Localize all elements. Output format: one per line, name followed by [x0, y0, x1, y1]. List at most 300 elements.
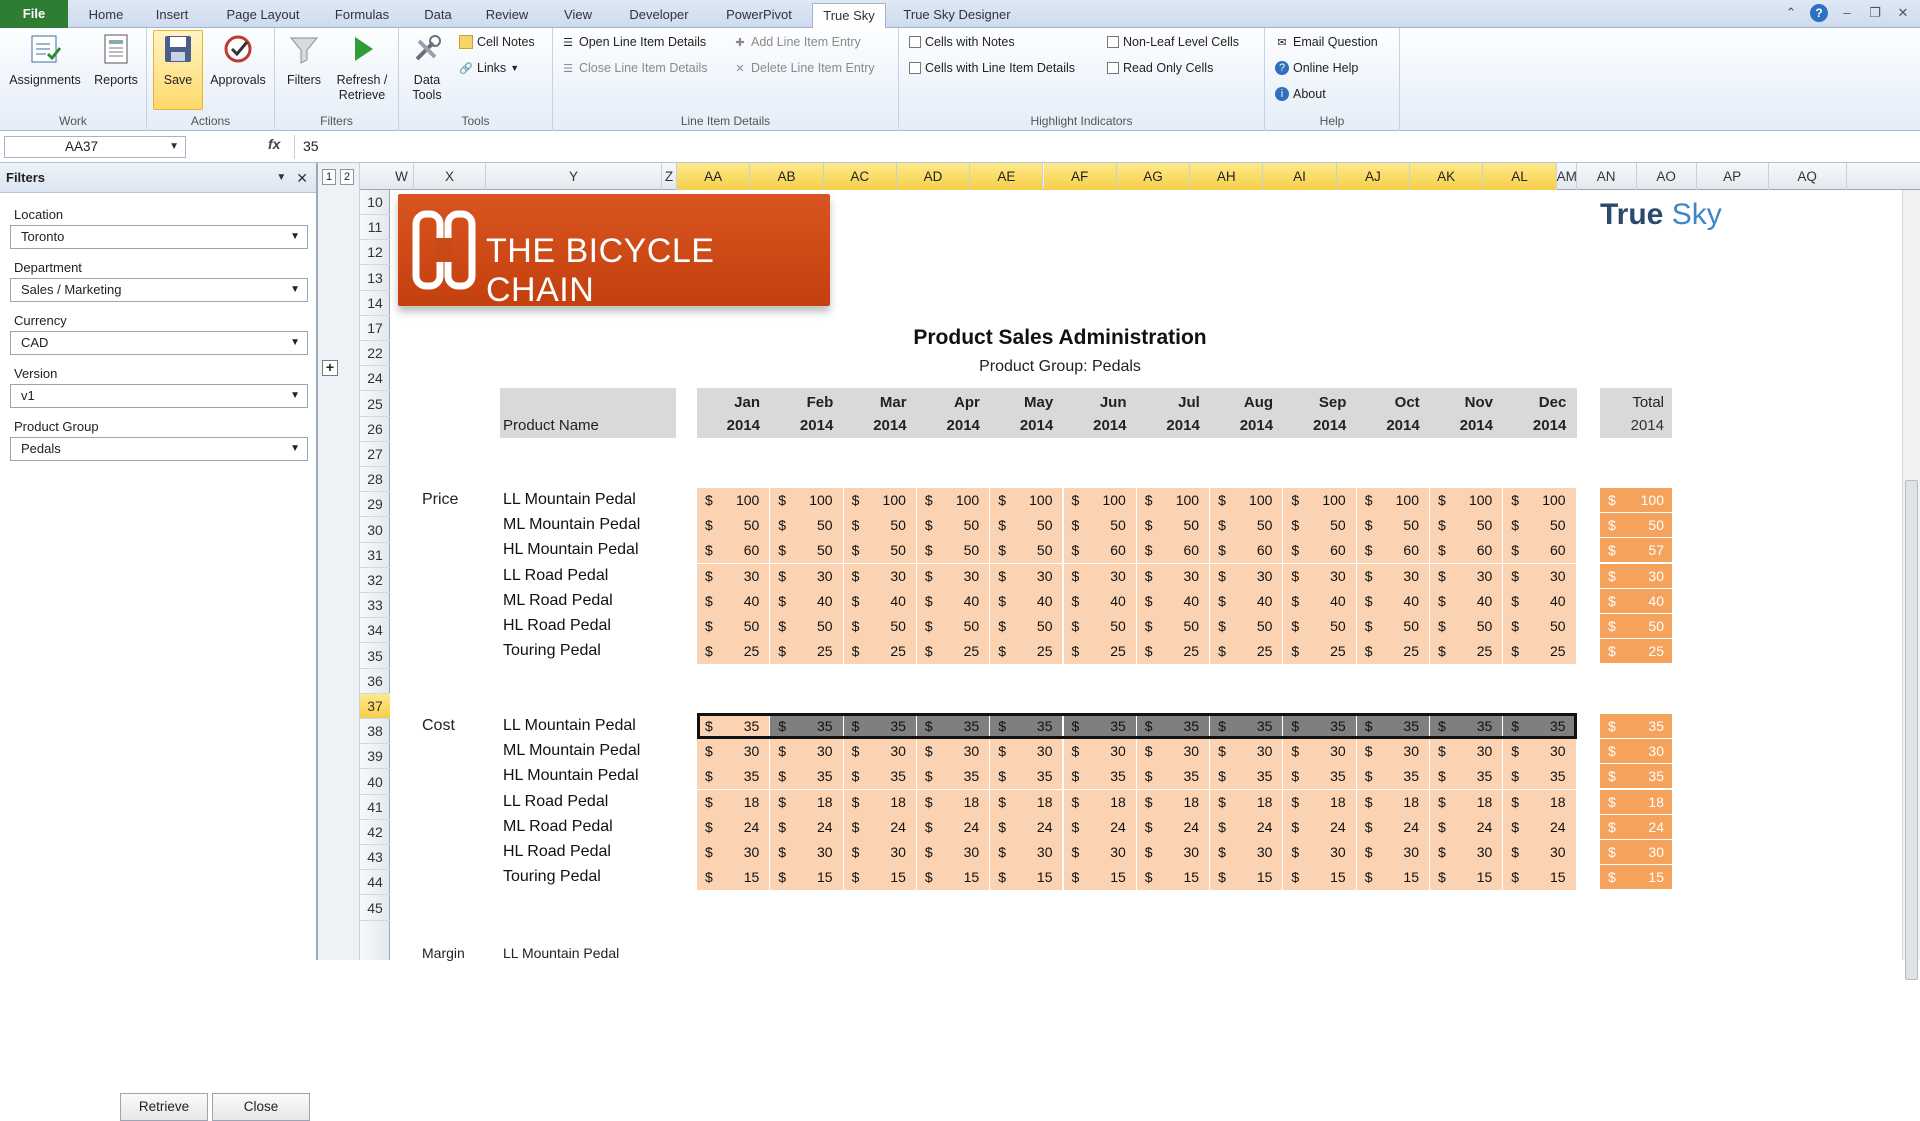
value-cell[interactable] [697, 639, 770, 664]
value-cell[interactable] [1137, 513, 1210, 538]
value-cell[interactable] [844, 840, 917, 865]
cell-value: 18 [1403, 793, 1419, 810]
value-cell[interactable] [917, 513, 990, 538]
column-header[interactable]: AK [1410, 163, 1483, 190]
column-header[interactable]: AC [824, 163, 897, 190]
value-cell[interactable] [844, 639, 917, 664]
value-cell[interactable] [917, 639, 990, 664]
value-cell[interactable] [1137, 639, 1210, 664]
value-cell[interactable] [1357, 790, 1430, 815]
non-leaf-checkbox[interactable] [1107, 32, 1239, 52]
add-line-item-button[interactable] [733, 32, 861, 52]
value-cell[interactable] [990, 840, 1063, 865]
value-cell[interactable] [1430, 513, 1503, 538]
value-cell[interactable] [917, 840, 990, 865]
value-cell[interactable] [917, 865, 990, 890]
row-header[interactable]: 28 [360, 467, 390, 492]
column-header[interactable]: AG [1117, 163, 1190, 190]
filter-select[interactable] [10, 225, 308, 249]
total-cell[interactable] [1600, 714, 1672, 739]
column-header[interactable]: AO [1637, 163, 1697, 190]
value-cell[interactable] [1210, 488, 1283, 513]
value-cell[interactable] [697, 739, 770, 764]
tab-powerpivot[interactable]: PowerPivot [726, 7, 792, 22]
value-cell[interactable] [917, 764, 990, 789]
value-cell[interactable] [1283, 614, 1356, 639]
reports-button[interactable] [88, 31, 144, 88]
value-cell[interactable] [1357, 739, 1430, 764]
row-header[interactable]: 32 [360, 568, 390, 593]
cell-value: 30 [1330, 743, 1346, 760]
value-cell[interactable] [844, 488, 917, 513]
column-header[interactable]: AH [1190, 163, 1263, 190]
value-cell[interactable] [1283, 488, 1356, 513]
row-header[interactable]: 12 [360, 240, 390, 265]
value-cell[interactable] [1503, 488, 1576, 513]
cell-value: 15 [1330, 869, 1346, 886]
value-cell[interactable] [1357, 564, 1430, 589]
value-cell[interactable] [1137, 538, 1210, 563]
column-header[interactable]: Z [662, 163, 677, 190]
value-cell[interactable] [1210, 865, 1283, 890]
value-cell[interactable] [1064, 815, 1137, 840]
chevron-down-icon[interactable]: ▼ [290, 231, 300, 242]
value-cell[interactable] [1357, 865, 1430, 890]
email-question-button[interactable] [1275, 32, 1378, 52]
value-cell[interactable] [1357, 614, 1430, 639]
filter-select[interactable] [10, 278, 308, 302]
value-cell[interactable] [1357, 639, 1430, 664]
tab-home[interactable]: Home [88, 7, 124, 22]
cell-value: 60 [1330, 542, 1346, 559]
value-cell[interactable] [1430, 840, 1503, 865]
value-cell[interactable] [1210, 589, 1283, 614]
value-cell[interactable] [1503, 815, 1576, 840]
assignments-button[interactable] [4, 31, 86, 88]
scrollbar-thumb[interactable] [1905, 480, 1918, 980]
value-cell[interactable] [917, 488, 990, 513]
column-header[interactable]: AJ [1337, 163, 1410, 190]
value-cell[interactable] [1210, 639, 1283, 664]
column-header[interactable]: AP [1697, 163, 1769, 190]
value-cell[interactable] [1503, 865, 1576, 890]
cells-with-line-items-checkbox[interactable] [909, 58, 1075, 78]
tab-page-layout[interactable]: Page Layout [226, 7, 300, 22]
filter-select[interactable] [10, 331, 308, 355]
value-cell[interactable] [697, 564, 770, 589]
value-cell[interactable] [770, 764, 843, 789]
row-header[interactable]: 42 [360, 820, 390, 845]
value-cell[interactable] [697, 815, 770, 840]
value-cell[interactable] [917, 614, 990, 639]
column-header[interactable]: AE [970, 163, 1043, 190]
currency-symbol: $ [1608, 793, 1616, 810]
value-cell[interactable] [844, 790, 917, 815]
total-cell[interactable] [1600, 739, 1672, 764]
value-cell[interactable] [1430, 538, 1503, 563]
pane-close-icon[interactable]: ✕ [296, 170, 308, 186]
currency-symbol: $ [1364, 818, 1373, 835]
value-cell[interactable] [770, 639, 843, 664]
value-cell[interactable] [990, 865, 1063, 890]
row-header[interactable]: 37 [360, 694, 390, 719]
value-cell[interactable] [770, 865, 843, 890]
close-button[interactable]: Close [212, 1093, 310, 1121]
column-header[interactable]: X [414, 163, 486, 190]
ribbon-tab-bar [0, 0, 1920, 28]
value-cell[interactable] [917, 815, 990, 840]
currency-symbol: $ [924, 643, 933, 660]
value-cell[interactable] [1357, 589, 1430, 614]
restore-icon[interactable]: ❐ [1869, 5, 1881, 20]
column-header[interactable]: W [390, 163, 414, 190]
delete-line-item-button[interactable] [733, 58, 875, 78]
total-cell[interactable] [1600, 488, 1672, 513]
total-cell[interactable] [1600, 815, 1672, 840]
value-cell[interactable] [1064, 739, 1137, 764]
value-cell[interactable] [1430, 614, 1503, 639]
note-icon [459, 35, 473, 49]
pane-menu-icon[interactable]: ▼ [276, 172, 287, 183]
value-cell[interactable] [844, 739, 917, 764]
product-name: LL Road Pedal [503, 566, 609, 584]
value-cell[interactable] [1064, 589, 1137, 614]
total-cell[interactable] [1600, 790, 1672, 815]
row-header[interactable]: 13 [360, 266, 390, 291]
value-cell[interactable] [697, 790, 770, 815]
row-header[interactable]: 38 [360, 719, 390, 744]
row-header[interactable]: 31 [360, 543, 390, 568]
close-line-item-button[interactable] [561, 58, 708, 78]
row-header[interactable]: 44 [360, 870, 390, 895]
value-cell[interactable] [697, 513, 770, 538]
value-cell[interactable] [1503, 639, 1576, 664]
value-cell[interactable] [1430, 865, 1503, 890]
column-header[interactable]: AN [1577, 163, 1637, 190]
value-cell[interactable] [917, 739, 990, 764]
tab-developer[interactable]: Developer [629, 7, 689, 22]
value-cell[interactable] [1283, 513, 1356, 538]
chevron-down-icon[interactable]: ▼ [169, 141, 179, 152]
data-tools-button[interactable] [405, 31, 449, 103]
value-cell[interactable] [1430, 488, 1503, 513]
selected-range[interactable] [697, 713, 1577, 739]
value-cell[interactable] [1210, 739, 1283, 764]
insert-function-icon[interactable]: fx [268, 136, 281, 152]
name-box[interactable] [4, 136, 186, 158]
value-cell[interactable] [1210, 815, 1283, 840]
value-cell[interactable] [1210, 790, 1283, 815]
value-cell[interactable] [1283, 865, 1356, 890]
value-cell[interactable] [1283, 739, 1356, 764]
value-cell[interactable] [770, 840, 843, 865]
value-cell[interactable] [1137, 739, 1210, 764]
value-cell[interactable] [990, 614, 1063, 639]
value-cell[interactable] [770, 488, 843, 513]
value-cell[interactable] [1137, 815, 1210, 840]
value-cell[interactable] [1137, 865, 1210, 890]
value-cell[interactable] [917, 589, 990, 614]
value-cell[interactable] [1137, 589, 1210, 614]
chevron-down-icon[interactable]: ▼ [290, 390, 300, 401]
value-cell[interactable] [1064, 790, 1137, 815]
value-cell[interactable] [1503, 739, 1576, 764]
value-cell[interactable] [1430, 739, 1503, 764]
row-header[interactable]: 34 [360, 618, 390, 643]
value-cell[interactable] [697, 614, 770, 639]
column-header[interactable]: AL [1483, 163, 1556, 190]
row-header[interactable]: 35 [360, 644, 390, 669]
value-cell[interactable] [1283, 564, 1356, 589]
outline-level-1-button[interactable]: 1 [322, 169, 336, 185]
value-cell[interactable] [1283, 790, 1356, 815]
cells-with-notes-checkbox[interactable] [909, 32, 1015, 52]
row-header[interactable]: 36 [360, 669, 390, 694]
currency-symbol: $ [1511, 618, 1520, 634]
row-header[interactable]: 25 [360, 392, 390, 417]
value-cell[interactable] [990, 764, 1063, 789]
column-header[interactable]: AQ [1769, 163, 1847, 190]
value-cell[interactable] [1503, 564, 1576, 589]
value-cell[interactable] [1210, 614, 1283, 639]
chevron-down-icon[interactable]: ▼ [290, 337, 300, 348]
tab-data[interactable]: Data [424, 7, 452, 22]
total-cell[interactable] [1600, 865, 1672, 890]
value-cell[interactable] [990, 538, 1063, 563]
value-cell[interactable] [770, 790, 843, 815]
row-header[interactable]: 33 [360, 593, 390, 618]
retrieve-button[interactable]: Retrieve [120, 1093, 208, 1121]
value-cell[interactable] [1064, 538, 1137, 563]
total-cell[interactable] [1600, 639, 1672, 664]
save-button[interactable] [153, 30, 203, 110]
value-cell[interactable] [990, 564, 1063, 589]
tab-review[interactable]: Review [485, 7, 529, 22]
value-cell[interactable] [1210, 840, 1283, 865]
tab-true-sky[interactable]: True Sky [812, 3, 886, 29]
value-cell[interactable] [917, 538, 990, 563]
value-cell[interactable] [1503, 840, 1576, 865]
minimize-icon[interactable]: – [1843, 5, 1851, 20]
value-cell[interactable] [844, 815, 917, 840]
total-cell[interactable] [1600, 764, 1672, 789]
row-header[interactable]: 24 [360, 366, 390, 391]
value-cell[interactable] [990, 639, 1063, 664]
value-cell[interactable] [1430, 815, 1503, 840]
total-cell[interactable] [1600, 564, 1672, 589]
online-help-button[interactable] [1275, 58, 1358, 78]
value-cell[interactable] [770, 815, 843, 840]
approvals-button[interactable] [205, 31, 271, 88]
tab-view[interactable]: View [564, 7, 592, 22]
value-cell[interactable] [844, 589, 917, 614]
value-cell[interactable] [697, 840, 770, 865]
value-cell[interactable] [844, 538, 917, 563]
filter-select[interactable] [10, 437, 308, 461]
value-cell[interactable] [1503, 764, 1576, 789]
value-cell[interactable] [1430, 564, 1503, 589]
value-cell[interactable] [1283, 840, 1356, 865]
value-cell[interactable] [697, 865, 770, 890]
value-cell[interactable] [1503, 589, 1576, 614]
total-value: 40 [1648, 592, 1664, 609]
value-cell[interactable] [1064, 564, 1137, 589]
value-cell[interactable] [697, 488, 770, 513]
value-cell[interactable] [990, 513, 1063, 538]
row-header[interactable]: 39 [360, 744, 390, 769]
formula-input[interactable]: 35 [294, 135, 1902, 159]
value-cell[interactable] [770, 614, 843, 639]
minimize-ribbon-icon[interactable]: ⌃ [1785, 5, 1797, 20]
open-line-item-button[interactable] [561, 32, 706, 52]
cell-value: 30 [1330, 567, 1346, 584]
cell-value: 60 [1550, 542, 1566, 559]
row-header[interactable]: 30 [360, 518, 390, 543]
value-cell[interactable] [1357, 488, 1430, 513]
column-header[interactable]: AM [1557, 163, 1577, 190]
value-cell[interactable] [770, 564, 843, 589]
value-cell[interactable] [770, 538, 843, 563]
value-cell[interactable] [1283, 538, 1356, 563]
value-cell[interactable] [1137, 840, 1210, 865]
value-cell[interactable] [1064, 865, 1137, 890]
value-cell[interactable] [1357, 513, 1430, 538]
tab-formulas[interactable]: Formulas [334, 7, 390, 22]
value-cell[interactable] [917, 564, 990, 589]
cell-value: 30 [1183, 567, 1200, 584]
value-cell[interactable] [1430, 790, 1503, 815]
column-header[interactable]: AA [677, 163, 750, 190]
value-cell[interactable] [697, 589, 770, 614]
chevron-down-icon[interactable]: ▼ [290, 284, 300, 295]
value-cell[interactable] [917, 790, 990, 815]
row-header[interactable]: 26 [360, 417, 390, 442]
value-cell[interactable] [1137, 488, 1210, 513]
filter-select[interactable] [10, 384, 308, 408]
row-header[interactable]: 40 [360, 770, 390, 795]
chevron-down-icon[interactable]: ▼ [290, 443, 300, 454]
total-cell[interactable] [1600, 614, 1672, 639]
tab-file[interactable]: File [0, 0, 68, 28]
value-cell[interactable] [697, 538, 770, 563]
value-cell[interactable] [990, 488, 1063, 513]
value-cell[interactable] [770, 513, 843, 538]
row-header[interactable]: 41 [360, 795, 390, 820]
row-header[interactable]: 14 [360, 291, 390, 316]
filters-button[interactable] [283, 31, 325, 88]
expand-group-button[interactable]: + [322, 360, 338, 376]
vertical-scrollbar[interactable] [1902, 190, 1920, 960]
value-cell[interactable] [697, 764, 770, 789]
value-cell[interactable] [1430, 764, 1503, 789]
value-cell[interactable] [770, 739, 843, 764]
close-icon[interactable]: ✕ [1897, 5, 1909, 20]
value-cell[interactable] [1064, 488, 1137, 513]
value-cell[interactable] [1283, 589, 1356, 614]
cell-notes-button[interactable] [459, 32, 535, 52]
value-cell[interactable] [1283, 764, 1356, 789]
value-cell[interactable] [1210, 764, 1283, 789]
value-cell[interactable] [1137, 564, 1210, 589]
value-cell[interactable] [1064, 764, 1137, 789]
outline-level-2-button[interactable]: 2 [340, 169, 354, 185]
column-header[interactable]: AD [897, 163, 970, 190]
value-cell[interactable] [1064, 639, 1137, 664]
column-header[interactable]: AB [750, 163, 823, 190]
row-header[interactable]: 10 [360, 190, 390, 215]
value-cell[interactable] [1503, 513, 1576, 538]
links-button[interactable] [459, 58, 519, 78]
value-cell[interactable] [844, 614, 917, 639]
read-only-checkbox[interactable] [1107, 58, 1213, 78]
value-cell[interactable] [990, 790, 1063, 815]
currency-symbol: $ [851, 492, 860, 508]
value-cell[interactable] [1210, 564, 1283, 589]
row-header[interactable]: 11 [360, 215, 390, 240]
row-header[interactable]: 43 [360, 845, 390, 870]
value-cell[interactable] [844, 564, 917, 589]
value-cell[interactable] [1283, 815, 1356, 840]
value-cell[interactable] [770, 589, 843, 614]
value-cell[interactable] [1210, 538, 1283, 563]
value-cell[interactable] [1137, 764, 1210, 789]
total-cell[interactable] [1600, 840, 1672, 865]
value-cell[interactable] [1430, 639, 1503, 664]
total-cell[interactable] [1600, 513, 1672, 538]
value-cell[interactable] [1137, 614, 1210, 639]
value-cell[interactable] [990, 815, 1063, 840]
value-cell[interactable] [990, 589, 1063, 614]
currency-symbol: $ [1144, 492, 1153, 508]
tab-insert[interactable]: Insert [155, 7, 189, 22]
column-header[interactable]: Y [486, 163, 662, 190]
row-header[interactable]: 27 [360, 442, 390, 467]
value-cell[interactable] [1137, 790, 1210, 815]
value-cell[interactable] [1283, 639, 1356, 664]
value-cell[interactable] [1357, 815, 1430, 840]
about-button[interactable] [1275, 84, 1326, 104]
column-header[interactable]: AF [1044, 163, 1117, 190]
column-header[interactable]: AI [1263, 163, 1336, 190]
help-icon[interactable]: ? [1810, 4, 1828, 22]
value-cell[interactable] [1430, 589, 1503, 614]
value-cell[interactable] [844, 513, 917, 538]
value-cell[interactable] [1357, 538, 1430, 563]
value-cell[interactable] [1064, 614, 1137, 639]
value-cell[interactable] [1357, 840, 1430, 865]
cell-value: 15 [1550, 869, 1566, 886]
value-cell[interactable] [1357, 764, 1430, 789]
value-cell[interactable] [1064, 840, 1137, 865]
row-header[interactable]: 17 [360, 316, 390, 341]
value-cell[interactable] [1503, 790, 1576, 815]
value-cell[interactable] [1064, 513, 1137, 538]
tab-true-sky-designer[interactable]: True Sky Designer [903, 7, 1011, 22]
value-cell[interactable] [844, 865, 917, 890]
refresh-retrieve-button[interactable] [329, 31, 395, 103]
cell-value: 30 [743, 567, 760, 584]
total-cell[interactable] [1600, 538, 1672, 563]
row-header[interactable]: 45 [360, 896, 390, 921]
value-cell[interactable] [1503, 614, 1576, 639]
row-header[interactable]: 22 [360, 341, 390, 366]
value-cell[interactable] [1503, 538, 1576, 563]
value-cell[interactable] [844, 764, 917, 789]
total-cell[interactable] [1600, 589, 1672, 614]
value-cell[interactable] [1210, 513, 1283, 538]
row-header[interactable]: 29 [360, 492, 390, 517]
value-cell[interactable] [990, 739, 1063, 764]
